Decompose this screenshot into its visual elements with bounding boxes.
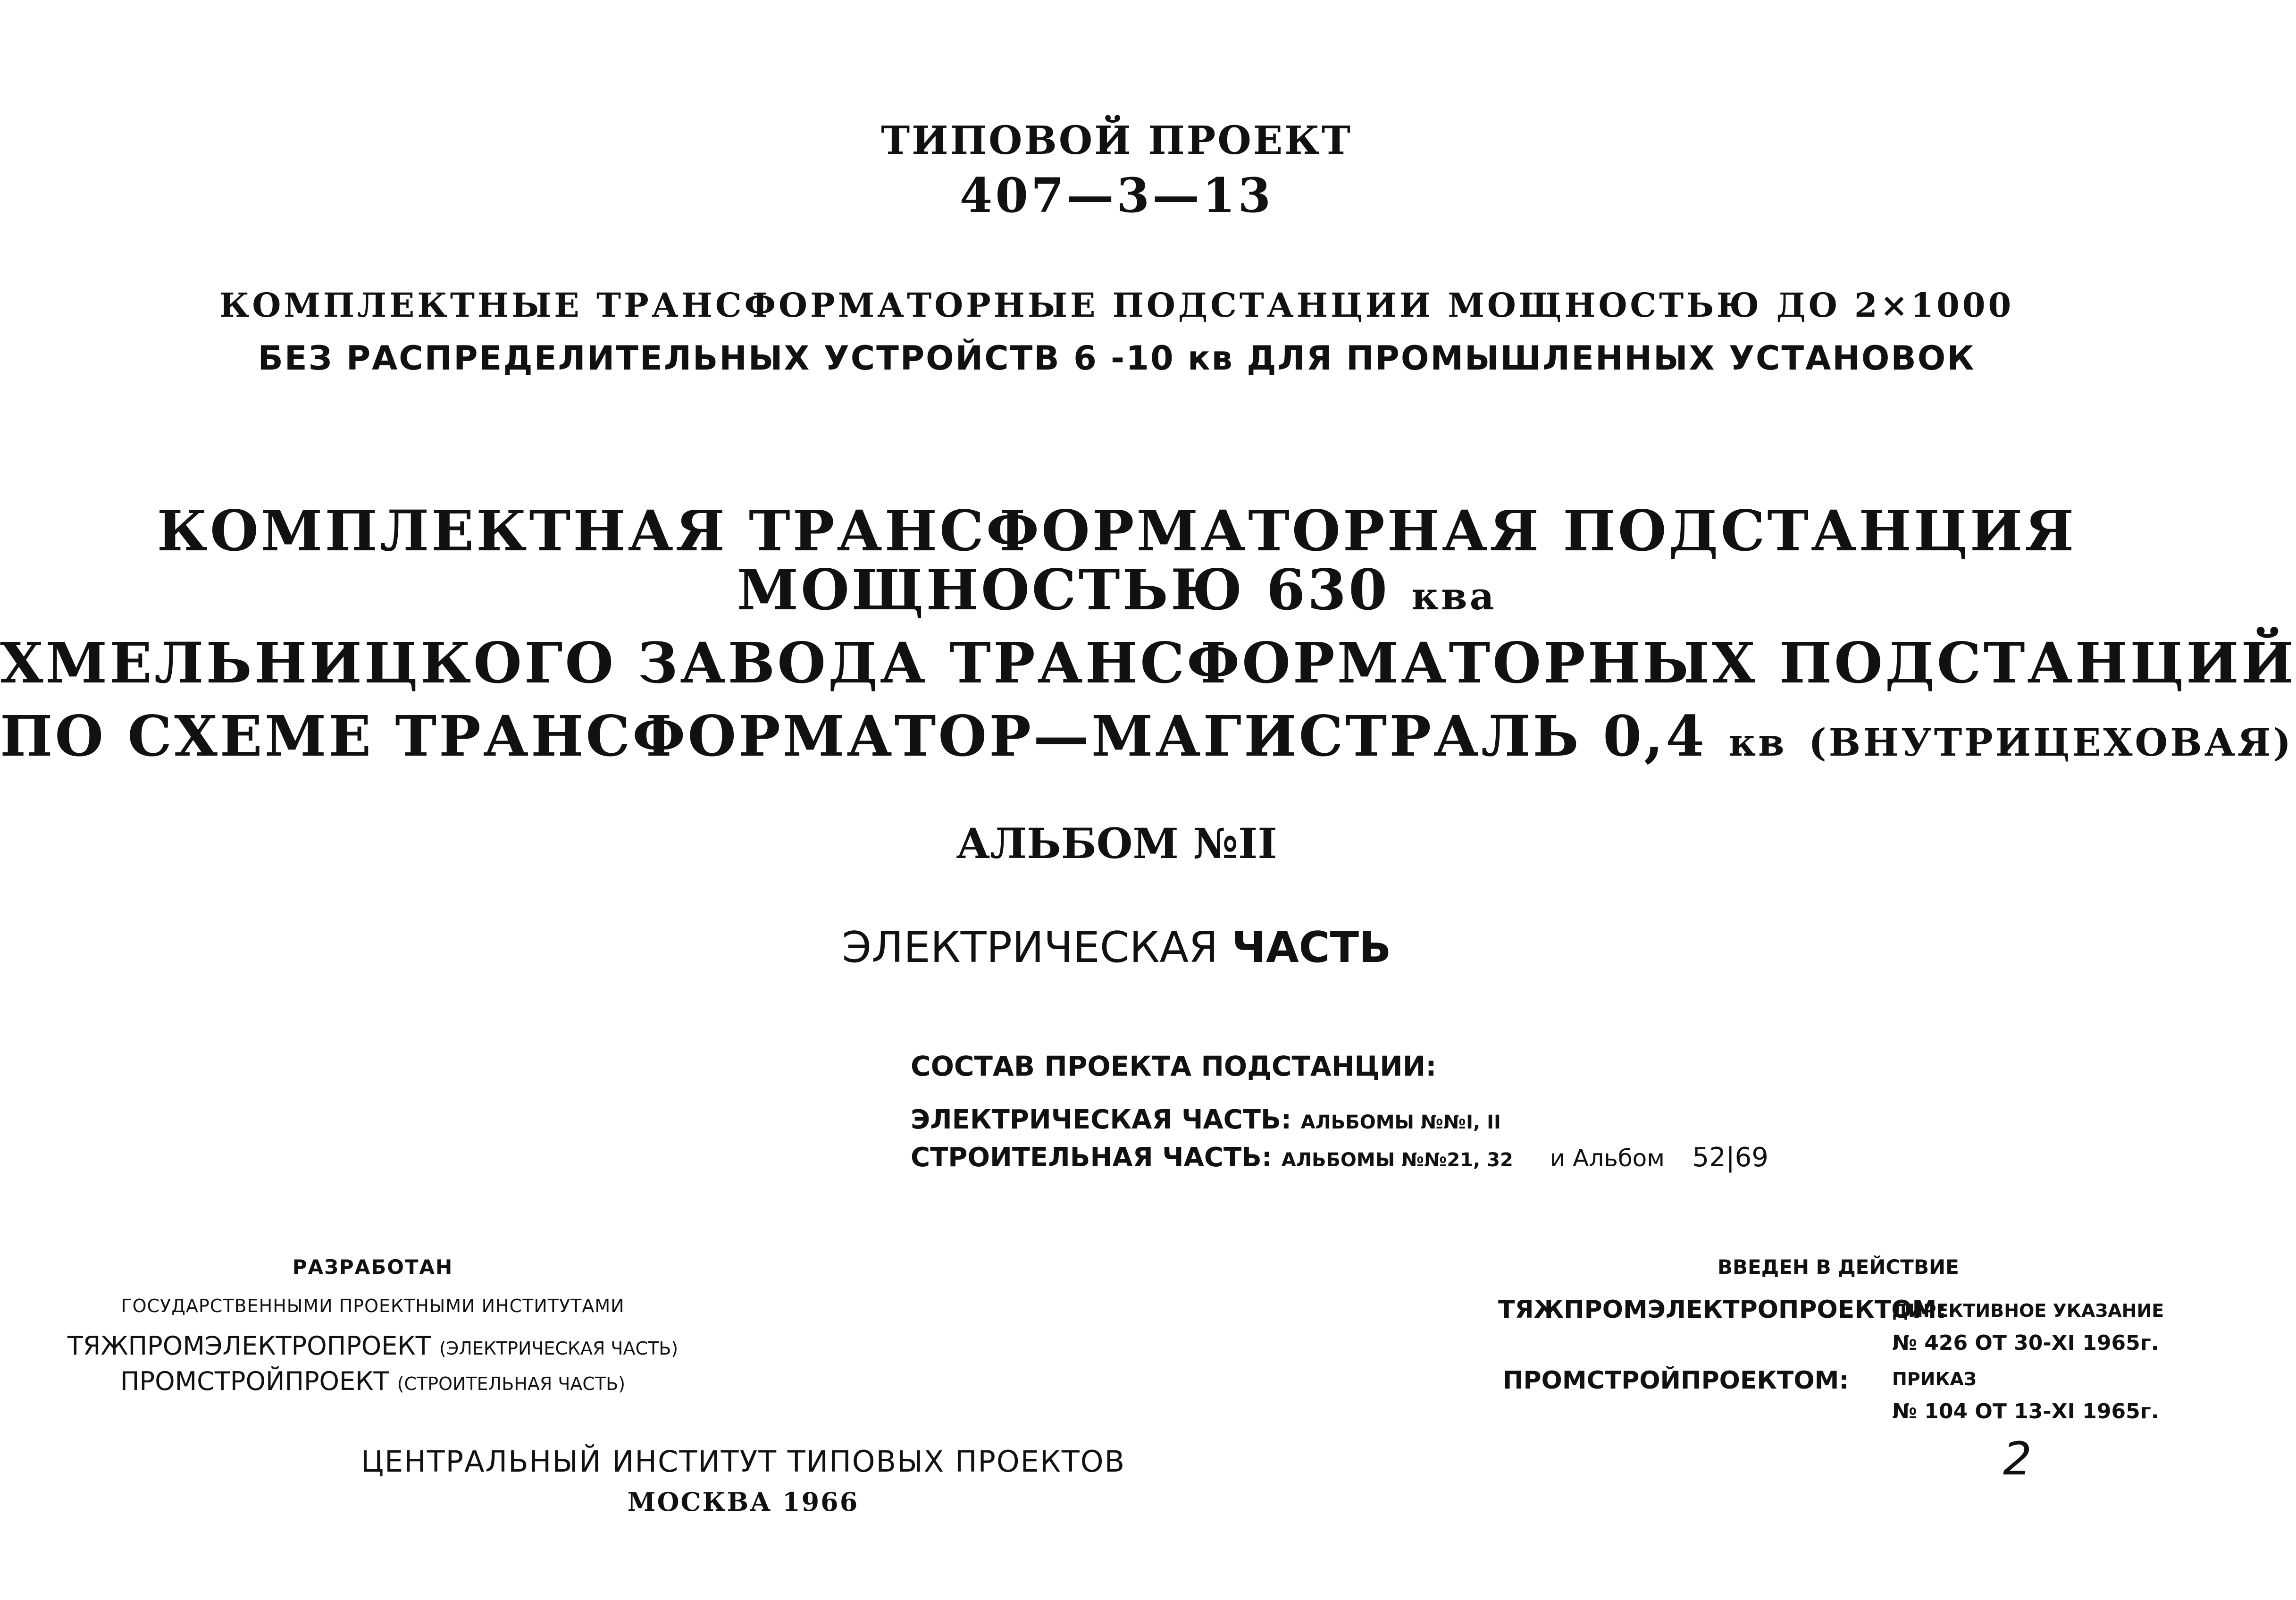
introduced-org-1: ТЯЖПРОМЭЛЕКТРОПРОЕКТОМ:: [1498, 1296, 1946, 1324]
composition-building: [911, 1142, 1768, 1173]
title-line-1: КОМПЛЕКТНАЯ ТРАНСФОРМАТОРНАЯ ПОДСТАНЦИЯ: [157, 498, 2077, 564]
developed-org-1-name: ТЯЖПРОМЭЛЕКТРОПРОЕКТ: [67, 1331, 431, 1361]
developed-org-2: [0, 1366, 746, 1396]
composition-building-value: АЛЬБОМЫ №№21, 32: [1281, 1149, 1513, 1171]
composition-heading: СОСТАВ ПРОЕКТА ПОДСТАНЦИИ:: [911, 1050, 1437, 1082]
composition-electrical-label: ЭЛЕКТРИЧЕСКАЯ ЧАСТЬ:: [911, 1104, 1292, 1135]
composition-electrical: [911, 1104, 1501, 1135]
composition-building-label: СТРОИТЕЛЬНАЯ ЧАСТЬ:: [911, 1142, 1273, 1173]
city-year: МОСКВА 1966: [627, 1487, 859, 1517]
title-line-4-main: ПО СХЕМЕ ТРАНСФОРМАТОР—МАГИСТРАЛЬ 0,4: [0, 703, 1707, 769]
page-number: 2: [2003, 1432, 2032, 1485]
introduced-org-2: ПРОМСТРОЙПРОЕКТОМ:: [1503, 1366, 1849, 1395]
introduced-heading: ВВЕДЕН В ДЕЙСТВИЕ: [1718, 1255, 1959, 1279]
title-line-2-main: МОЩНОСТЬЮ 630: [737, 557, 1390, 623]
series-title: ТИПОВОЙ ПРОЕКТ: [881, 118, 1352, 163]
developed-org-2-note: (СТРОИТЕЛЬНАЯ ЧАСТЬ): [397, 1373, 626, 1394]
title-line-2: [0, 557, 2233, 623]
composition-building-extra-number: 52|69: [1692, 1142, 1768, 1173]
developed-heading: РАЗРАБОТАН: [292, 1255, 453, 1279]
project-number: 407—3—13: [959, 168, 1274, 223]
developed-org-2-name: ПРОМСТРОЙПРОЕКТ: [120, 1366, 389, 1396]
subtitle-line-1: КОМПЛЕКТНЫЕ ТРАНСФОРМАТОРНЫЕ ПОДСТАНЦИИ МОЩНОСТЬЮ ДО 2×1000: [219, 286, 2014, 325]
subtitle-line-2: БЕЗ РАСПРЕДЕЛИТЕЛЬНЫХ УСТРОЙСТВ 6 -10 кв ДЛЯ ПРОМЫШЛЕННЫХ УСТАНОВОК: [258, 339, 1976, 378]
introduced-org-2-number: № 104 ОТ 13-XI 1965г.: [1892, 1399, 2159, 1423]
title-line-3: ХМЕЛЬНИЦКОГО ЗАВОДА ТРАНСФОРМАТОРНЫХ ПОДСТАНЦИЙ: [0, 630, 2296, 696]
part-title-suffix: ЧАСТЬ: [1232, 923, 1391, 972]
title-line-2-unit: ква: [1411, 574, 1497, 618]
title-line-4-note: (ВНУТРИЦЕХОВАЯ): [1808, 720, 2294, 765]
album-number: АЛЬБОМ №II: [956, 819, 1277, 868]
developed-subheading: ГОСУДАРСТВЕННЫМИ ПРОЕКТНЫМИ ИНСТИТУТАМИ: [121, 1296, 625, 1316]
title-line-4: [0, 703, 2294, 769]
developed-org-1-note: (ЭЛЕКТРИЧЕСКАЯ ЧАСТЬ): [439, 1338, 679, 1359]
publisher: ЦЕНТРАЛЬНЫЙ ИНСТИТУТ ТИПОВЫХ ПРОЕКТОВ: [360, 1444, 1126, 1479]
developed-org-1: [0, 1331, 746, 1361]
introduced-org-1-document: ДИРЕКТИВНОЕ УКАЗАНИЕ: [1892, 1300, 2164, 1321]
title-line-4-unit: кв: [1728, 720, 1787, 765]
part-title: [0, 923, 2233, 972]
introduced-org-1-number: № 426 ОТ 30-XI 1965г.: [1892, 1331, 2159, 1355]
part-title-prefix: ЭЛЕКТРИЧЕСКАЯ: [842, 923, 1218, 972]
composition-building-extra: и Альбом: [1550, 1145, 1665, 1172]
introduced-org-2-document: ПРИКАЗ: [1892, 1369, 1977, 1389]
composition-electrical-value: АЛЬБОМЫ №№I, II: [1300, 1112, 1501, 1133]
